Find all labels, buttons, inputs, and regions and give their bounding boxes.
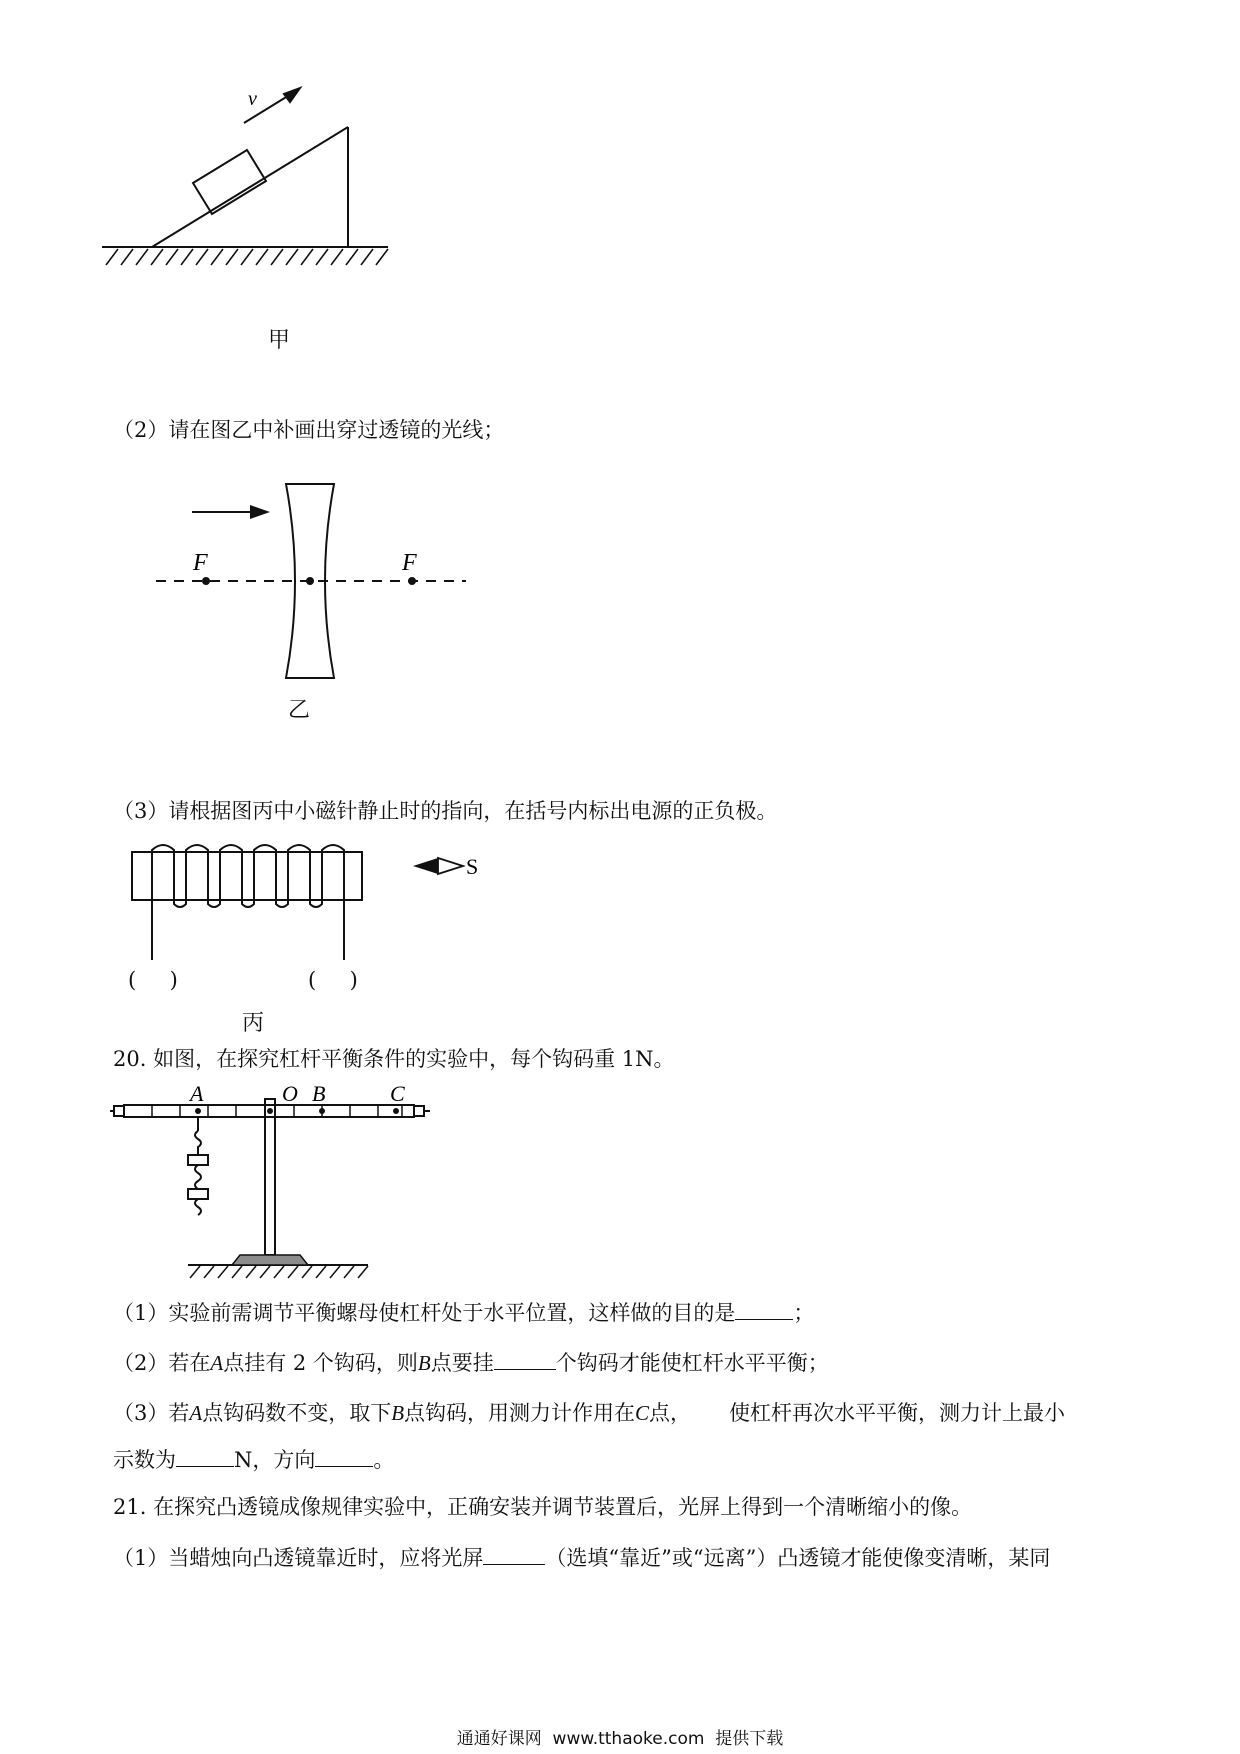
lever-figure — [110, 1085, 440, 1280]
magnetic-needle-north — [413, 858, 438, 874]
caption-yi: 乙 — [288, 698, 311, 723]
lever-label-o: O — [282, 1085, 298, 1106]
q20-2-line: （2）若在A点挂有 2 个钩码，则B点要挂 个钩码才能使杠杆水平平衡； — [113, 1351, 829, 1375]
optical-center-dot — [306, 577, 314, 585]
caption-bing: 丙 — [242, 1011, 265, 1036]
magnetic-needle-south — [438, 858, 463, 874]
q21-line: 21. 在探究凸透镜成像规律实验中，正确安装并调节装置后，光屏上得到一个清晰缩小的像。 — [113, 1495, 973, 1519]
focus-right-label: F — [402, 550, 417, 576]
caption-jia: 甲 — [268, 328, 291, 353]
bracket-right: ( ) — [308, 968, 358, 992]
needle-label: S — [466, 854, 479, 879]
stand-base — [232, 1255, 308, 1265]
focus-left-dot — [202, 577, 210, 585]
incline-figure — [100, 85, 400, 285]
solenoid-core — [132, 852, 362, 900]
lever-label-c: C — [390, 1085, 405, 1106]
answer-blank[interactable] — [735, 1299, 793, 1320]
focus-right-dot — [408, 577, 416, 585]
lever-label-a: A — [190, 1085, 204, 1106]
q20-1-line: （1）实验前需调节平衡螺母使杠杆处于水平位置，这样做的目的是 ； — [113, 1301, 815, 1325]
answer-blank[interactable] — [176, 1446, 234, 1467]
solenoid-coil — [152, 845, 344, 926]
q3-line: （3）请根据图丙中小磁针静止时的指向，在括号内标出电源的正负极。 — [113, 799, 778, 823]
focus-left-label: F — [193, 550, 208, 576]
block — [193, 150, 266, 214]
velocity-label: v — [248, 88, 257, 110]
bracket-left: ( ) — [128, 968, 178, 992]
lever-label-b: B — [312, 1085, 326, 1106]
q20-line: 20. 如图，在探究杠杆平衡条件的实验中，每个钩码重 1N。 — [113, 1047, 675, 1071]
answer-blank[interactable] — [483, 1544, 545, 1565]
hook-weights — [188, 1131, 208, 1215]
solenoid-figure — [120, 838, 520, 978]
lever-stand — [265, 1099, 275, 1255]
q20-3-continued: 示数为 N，方向 。 — [113, 1448, 395, 1472]
q20-3-line: （3）若A点钩码数不变，取下B点钩码，用测力计作用在C点， 使杠杆再次水平平衡，测力计上最小 — [113, 1401, 1066, 1425]
answer-blank[interactable] — [315, 1446, 373, 1467]
q21-1-line: （1）当蜡烛向凸透镜靠近时，应将光屏 （选填“靠近”或“远离”）凸透镜才能使像变清晰，某同 — [113, 1546, 1051, 1570]
answer-blank[interactable] — [494, 1349, 556, 1370]
lens-figure — [150, 480, 480, 680]
q2-line: （2）请在图乙中补画出穿过透镜的光线； — [113, 418, 505, 442]
page-footer: 通通好课网 www.tthaoke.com 提供下载 — [456, 1729, 784, 1749]
